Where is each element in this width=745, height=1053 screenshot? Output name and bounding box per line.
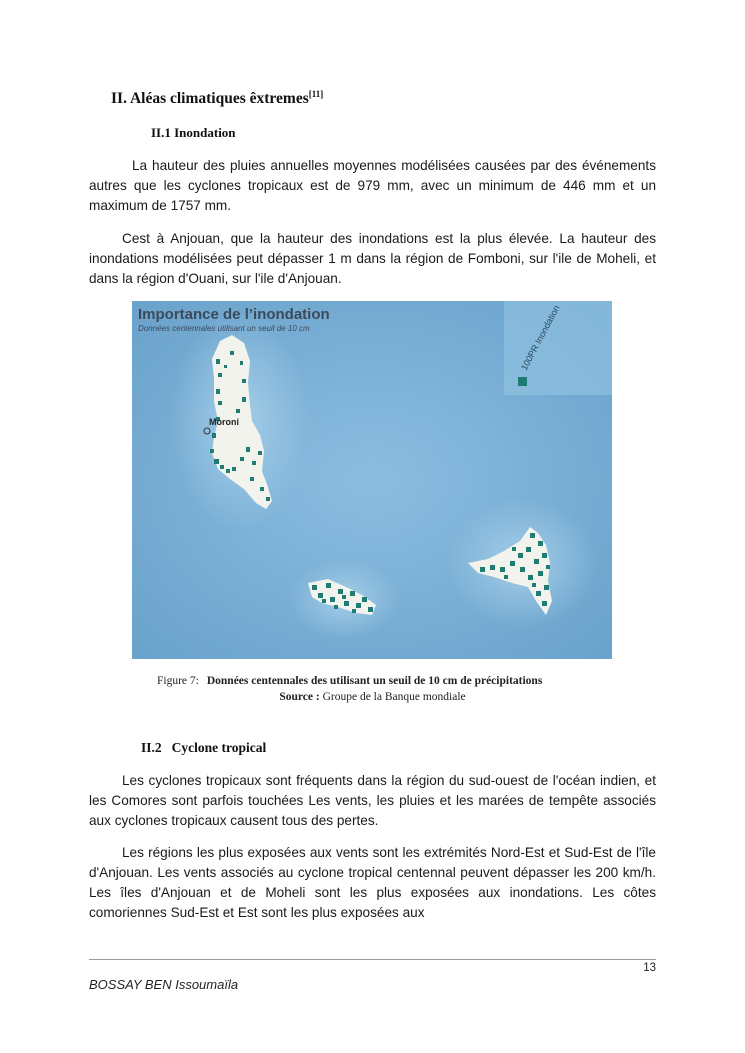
page-number: 13 — [643, 962, 656, 974]
section-title: II. Aléas climatiques êxtremes — [111, 90, 309, 108]
paragraph-rainfall: La hauteur des pluies annuelles moyennes modélisées causées par des événements autres que les cyclones tropicaux est de 979 mm, avec un minimum de 446 mm et un maximum de 1757 mm. — [89, 158, 656, 213]
flood-map — [132, 301, 612, 659]
paragraph-exposure: Les régions les plus exposées aux vents sont les extrémités Nord-Est et Sud-Est de l'île d'Anjouan. Les vents associés au cyclone tropical centennal peuvent dépasser les 200 km/h. Les îles d'Anjouan et de Moheli sont les plus exposées aux inondations. Les côtes comoriennes Sud-Est et Est sont les plus exposées aux — [89, 845, 656, 920]
subsection-heading-inondation: II.1 Inondation — [151, 125, 236, 140]
legend-label: 100PR Inondation — [518, 303, 562, 372]
map-subtitle: Données centennales utilisant un seuil de 10 cm — [138, 324, 310, 333]
section-heading — [111, 89, 323, 108]
subsection-heading-cyclone — [141, 740, 266, 756]
footer-divider — [89, 959, 656, 960]
legend-swatch — [518, 377, 527, 386]
subsection-number: II.2 — [141, 740, 162, 755]
figure-caption-text: Données centennales des utilisant un seuil de 10 cm de précipitations — [206, 675, 543, 687]
city-label: Moroni — [209, 417, 239, 427]
footer-author: BOSSAY BEN Issoumaïla — [89, 977, 239, 992]
subsection-title: Cyclone tropical — [171, 740, 267, 755]
paragraph-flood-height: Cest à Anjouan, que la hauteur des inondations est la plus élevée. La hauteur des inondations modélisées peut dépasser 1 m dans la région de Fomboni, sur l'ile de Moheli, et dans la région d'Ouani, sur l'ile d'Anjouan. — [89, 231, 656, 286]
paragraph-cyclones: Les cyclones tropicaux sont fréquents dans la région du sud-ouest de l'océan indien, et les Comores sont parfois touchées Les vents, les pluies et les marées de tempête associés aux cyclones tropicaux causent tous des pertes. — [89, 773, 656, 828]
source-label: Source : — [279, 691, 320, 703]
figure-label: Figure 7: — [157, 675, 199, 687]
map-title: Importance de l’inondation — [138, 306, 330, 323]
citation-ref: [11] — [308, 89, 324, 99]
figure-caption — [157, 675, 587, 687]
source-text: Groupe de la Banque mondiale — [322, 691, 466, 703]
figure-source — [0, 691, 745, 703]
flood-map-figure — [132, 301, 612, 659]
